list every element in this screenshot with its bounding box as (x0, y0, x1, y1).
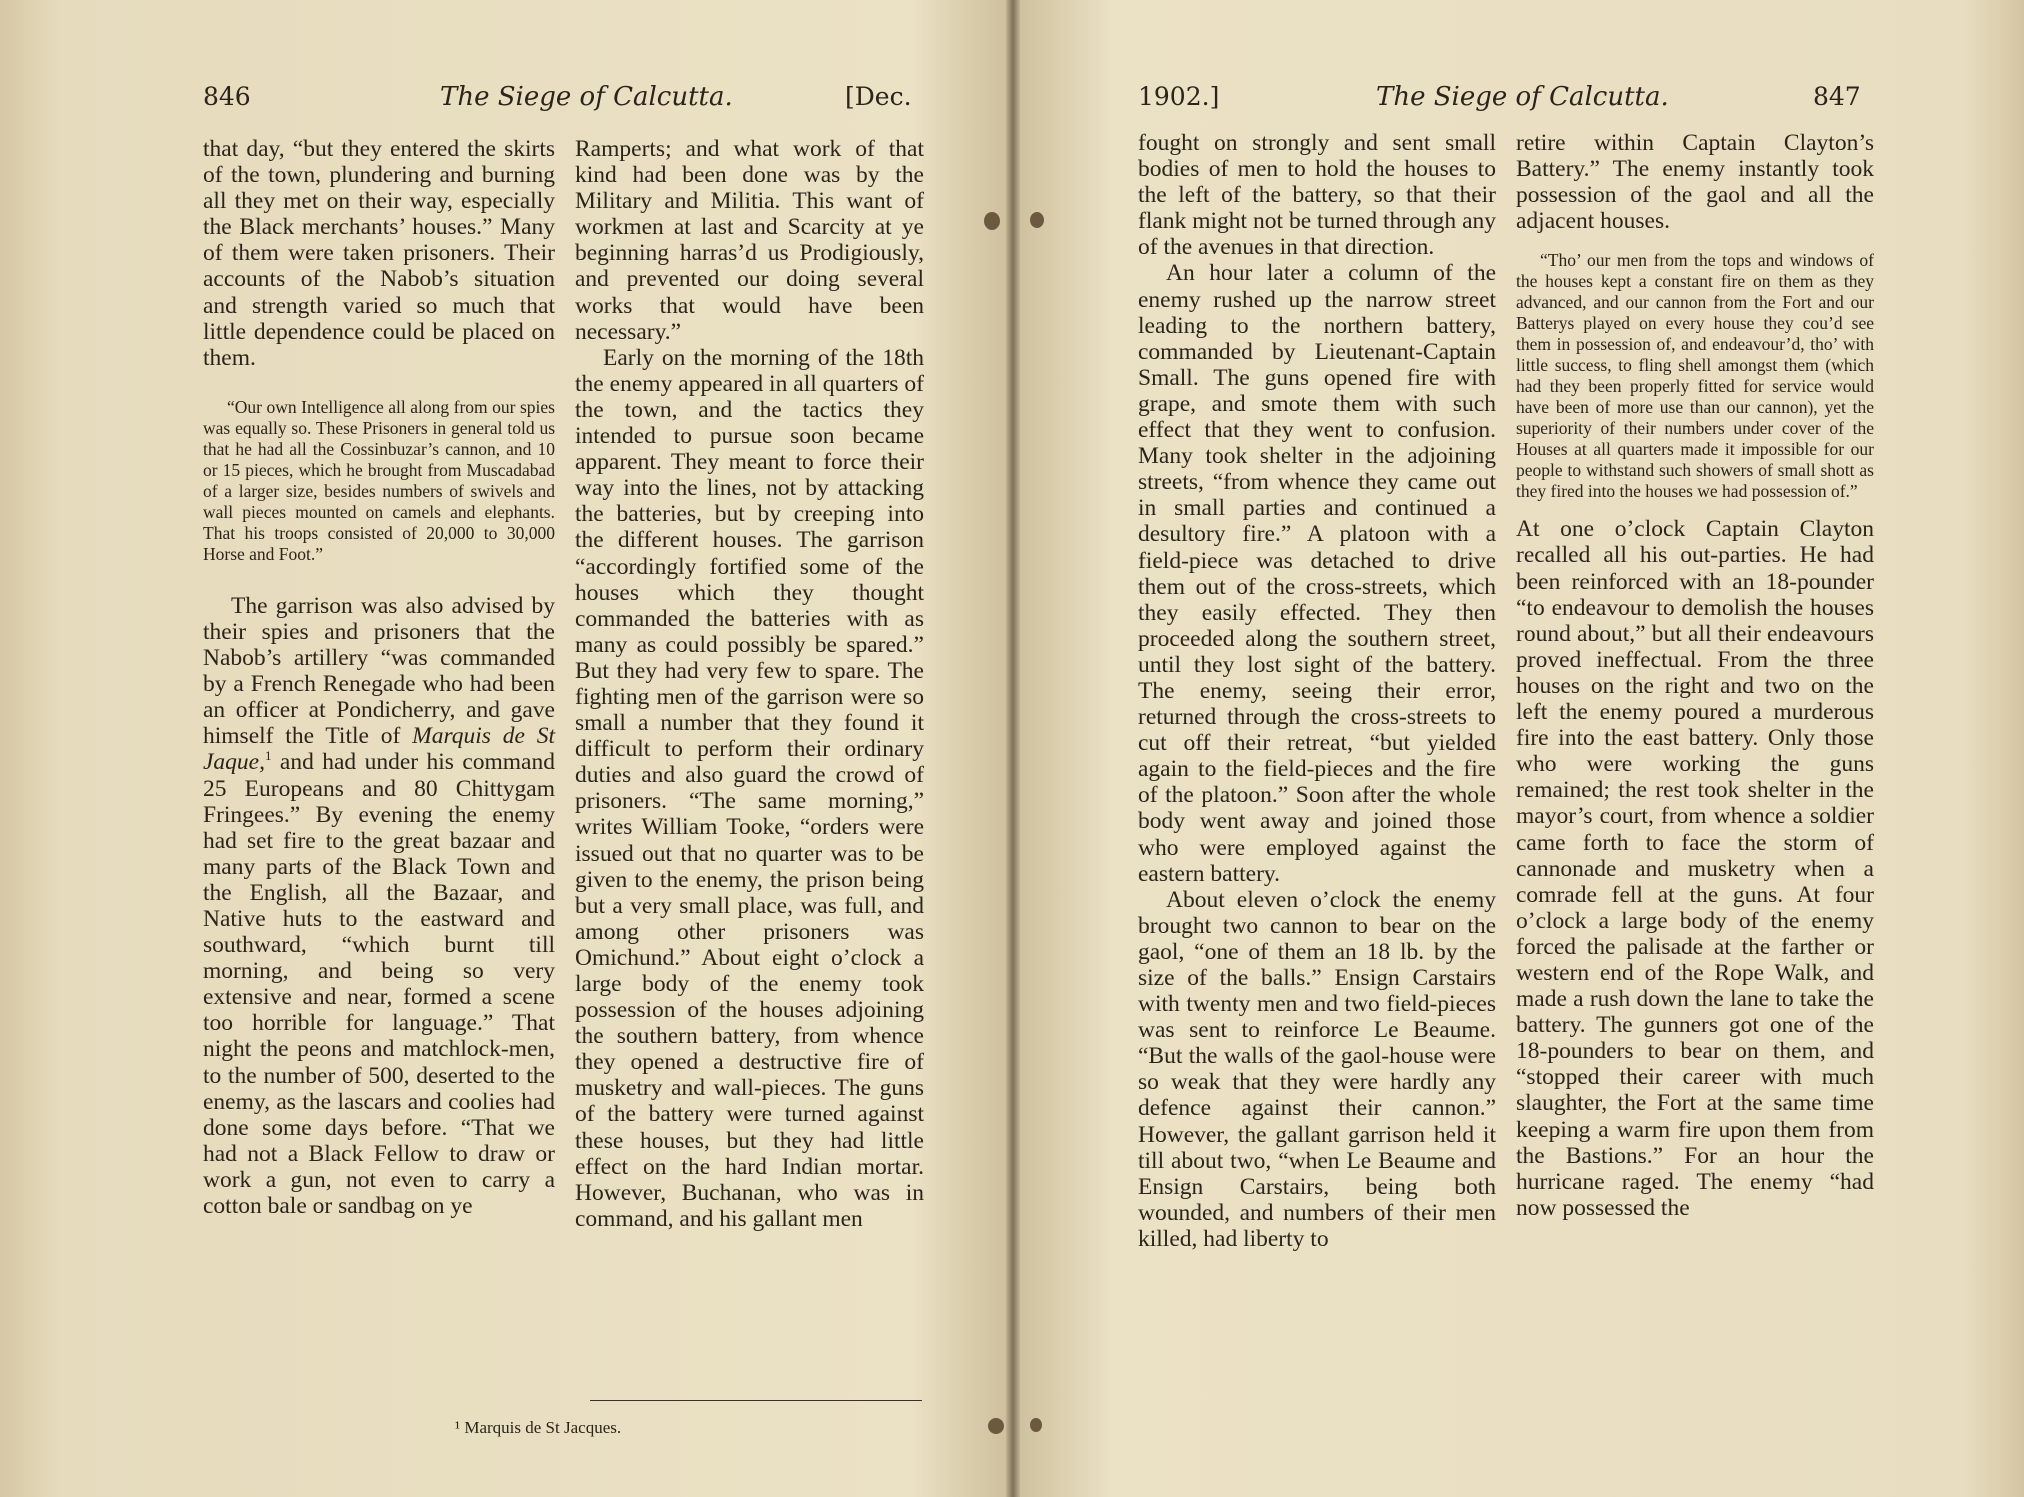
running-title: The Siege of Calcutta. (1376, 82, 1669, 112)
right-column-2 (1516, 130, 1874, 1221)
left-page (0, 0, 1010, 1497)
paragraph: Early on the morning of the 18th the enemy appeared in all quarters of the town, and the tactics they intended to pursue soon became apparent. They meant to force their way into the lines, not by attacking the batteries, but by creeping into the different houses. The garrison “accordingly fortified some of the houses which they thought commanded the batteries with as many as could possibly be spared.” But they had very few to spare. The fighting men of the garrison were so small a number that they found it difficult to perform their ordinary duties and also guard the crowd of prisoners. “The same morning,” writes William Tooke, “orders were issued out that no quarter was to be given to the enemy, the prison being but a very small place, was full, and among other prisoners was Omichund.” About eight o’clock a large body of the enemy took possession of the houses adjoining the southern battery, from whence they opened a destructive fire of musketry and wall-pieces. The guns of the battery were turned against these houses, but they had little effect on the hard Indian mortar. However, Buchanan, who was in command, and his gallant men (575, 344, 924, 1232)
paragraph: An hour later a column of the enemy rushed up the narrow street leading to the northern battery, commanded by Lieutenant-Captain Small. The guns opened fire with grape, and smote them with such effect that they went to confusion. Many took shelter in the adjoining streets, “from whence they came out in small parties and continued a desultory fire.” A platoon with a field-piece was detached to drive them out of the cross-streets, which they easily effected. They then proceeded along the southern street, until they lost sight of the battery. The enemy, seeing their error, returned through the cross-streets to cut off their retreat, “but yielded again to the field-pieces and the fire of the platoon.” Soon after the whole body went away and joined those who were employed against the eastern battery. (1138, 260, 1496, 887)
paragraph: At one o’clock Captain Clayton recalled all his out-parties. He had been reinforced with an 18-pounder “to endeavour to demolish the houses round about,” but all their endeavours proved ineffectual. From the three houses on the right and two on the left the enemy poured a murderous fire into the east battery. Only those who were working the guns remained; the rest took shelter in the mayor’s court, from whence a soldier came forth to face the storm of cannonade and musketry when a comrade fell at the guns. At four o’clock a large body of the enemy forced the palisade at the farther or western end of the Rope Walk, and made a rush down the lane to take the battery. The gunners got one of the 18-pounders to bear on them, and “stopped their career with much slaughter, the Fort at the same time keeping a warm fire upon them from the Bastions.” For an hour the hurricane raged. The enemy “had now possessed the (1516, 516, 1874, 1221)
paragraph: that day, “but they entered the skirts of the town, plundering and burning all they met on their way, especially the Black merchants’ houses.” Many of them were taken prisoners. Their accounts of the Nabob’s situation and strength varied so much that little dependence could be placed on them. (203, 136, 555, 371)
paragraph: retire within Captain Clayton’s Battery.” The enemy instantly took possession of the gaol and all the adjacent houses. (1516, 130, 1874, 235)
footnote-rule (590, 1400, 922, 1401)
header-year: 1902.] (1138, 82, 1220, 111)
right-page (1016, 0, 2024, 1497)
paragraph: Ramperts; and what work of that kind had been done was by the Military and Militia. This want of workmen at last and Scarcity at ye beginning harras’d us Prodigiously, and prevented our doing several works that would have been necessary.” (575, 136, 924, 345)
block-quote: “Our own Intelligence all along from our spies was equally so. These Prisoners in general told us that he had all the Cossinbuzar’s cannon, and 10 or 15 pieces, which he brought from Muscadabad of a larger size, besides numbers of swivels and wall pieces mounted on camels and elephants. That his troops consisted of 20,000 to 30,000 Horse and Foot.” (203, 396, 555, 564)
paragraph (203, 593, 555, 1219)
page-number: 847 (1813, 82, 1861, 111)
footnote: ¹ Marquis de St Jacques. (455, 1418, 622, 1437)
page-number: 846 (203, 82, 251, 111)
italic-title: Marquis de St Jaque, (203, 723, 555, 776)
header-month: [Dec. (845, 82, 912, 111)
paragraph: About eleven o’clock the enemy brought two cannon to bear on the gaol, “one of them an 18 lb. by the size of the balls.” Ensign Carstairs with twenty men and two field-pieces was sent to reinforce Le Beaume. “But the walls of the gaol-house were so weak that they were hardly any defence against their cannon.” However, the gallant garrison held it till about two, “when Le Beaume and Ensign Carstairs, being both wounded, and numbers of their men killed, had liberty to (1138, 886, 1496, 1252)
footnote-ref: 1 (265, 748, 272, 764)
left-column-2 (575, 136, 924, 1232)
block-quote: “Tho’ our men from the tops and windows of the houses kept a constant fire on them as they advanced, and our cannon from the Fort and our Batterys played on every house they cou’d see them in possession of, and endeavour’d, tho’ with little success, to fling shell amongst them (which had they been properly fitted for service would have been of more use than our cannon), yet the superiority of their numbers under cover of the Houses at all quarters made it impossible for our people to withstand such showers of small shott as they fired into the houses we had possession of.” (1516, 250, 1874, 502)
left-column-1 (203, 136, 555, 1219)
text-run: and had under his command 25 Europeans and 80 Chittygam Fringees.” By evening the enemy had set fire to the great bazaar and many parts of the Black Town and the English, all the Bazaar, and Native huts to the eastward and southward, “which burnt till morning, and being so very extensive and near, formed a scene too horrible for language.” That night the peons and matchlock-men, to the number of 500, deserted to the enemy, as the lascars and coolies had done some days before. “That we had not a Black Fellow to draw or work a gun, not even to carry a cotton bale or sandbag on ye (203, 749, 555, 1219)
text-run: The garrison was also advised by their spies and prisoners that the Nabob’s artillery “was commanded by a French Renegade who had been an officer at Pondicherry, and gave himself the Title of (203, 592, 555, 750)
running-title: The Siege of Calcutta. (440, 82, 733, 112)
paragraph: fought on strongly and sent small bodies of men to hold the houses to the left of the battery, so that their flank might not be turned through any of the avenues in that direction. (1138, 130, 1496, 261)
right-column-1 (1138, 130, 1496, 1252)
